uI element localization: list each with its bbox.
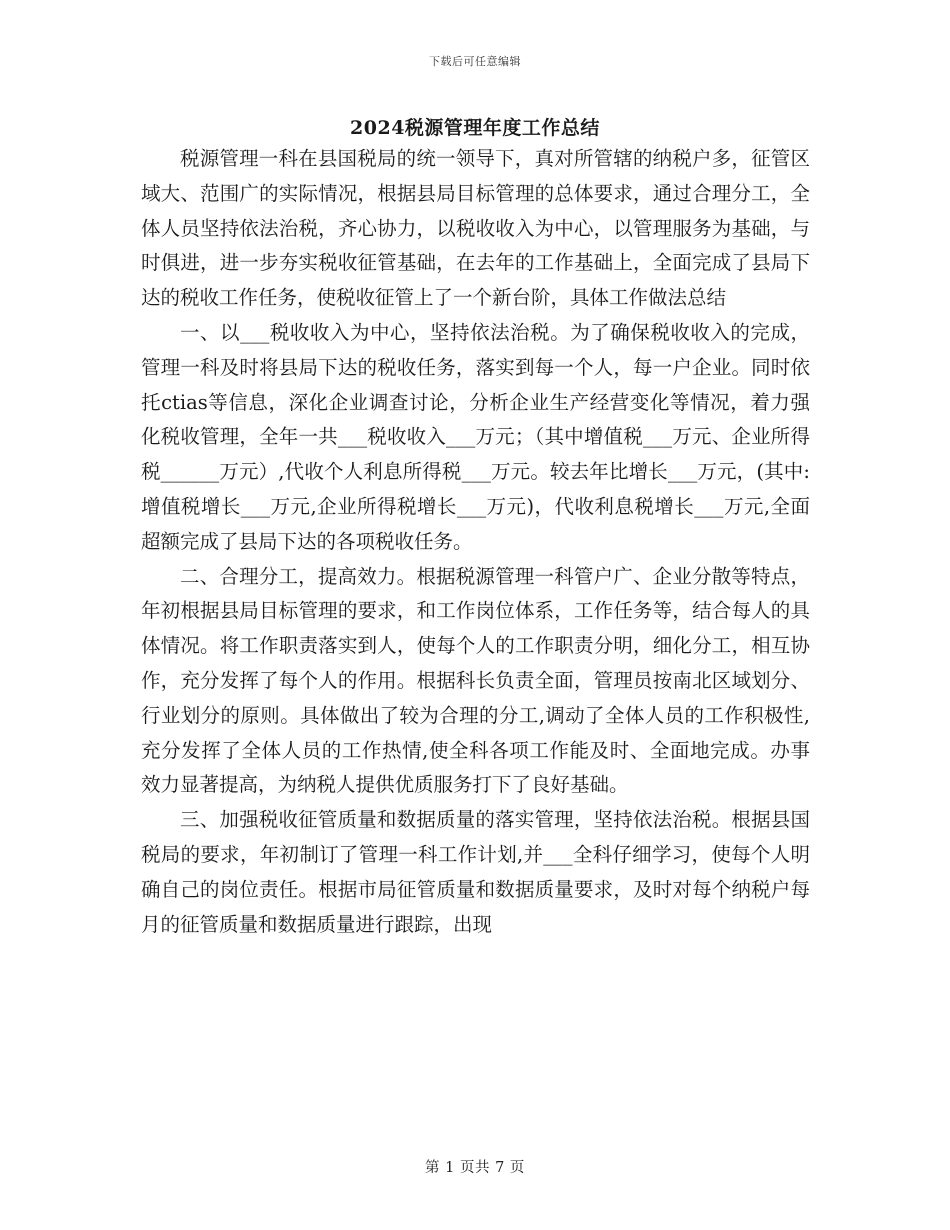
page-number-footer: 第 1 页共 7 页 — [425, 1160, 525, 1176]
paragraph-section-3: 三、加强税收征管质量和数据质量的落实管理，坚持依法治税。根据县国税局的要求，年初制订了管理一科工作计划,并___全科仔细学习，使每个人明确自己的岗位责任。根据市局征管质量和数据质量要求，及时对每个纳税户每月的征管质量和数据质量进行跟踪，出现 — [141, 808, 810, 936]
document-body — [141, 142, 810, 942]
paragraph-section-1: 一、以___税收收入为中心，坚持依法治税。为了确保税收收入的完成，管理一科及时将县局下达的税收任务，落实到每一个人，每一户企业。同时依托ctias等信息，深化企业调查讨论，分析企业生产经营变化等情况，着力强化税收管理，全年一共___税收收入___万元；（其中增值税___万元、企业所得税______万元）,代收个人利息所得税___万元。较去年比增长___万元，(其中:增值税增长___万元,企业所得税增长___万元)，代收利息税增长___万元,全面超额完成了县局下达的各项税收任务。 — [141, 320, 810, 553]
paragraph-section-2: 二、合理分工，提高效力。根据税源管理一科管户广、企业分散等特点，年初根据县局目标管理的要求，和工作岗位体系，工作任务等，结合每人的具体情况。将工作职责落实到人，使每个人的工作职责分明，细化分工，相互协作，充分发挥了每个人的作用。根据科长负责全面，管理员按南北区域划分、行业划分的原则。具体做出了较为合理的分工,调动了全体人员的工作积极性,充分发挥了全体人员的工作热情,使全科各项工作能及时、全面地完成。办事效力显著提高，为纳税人提供优质服务打下了良好基础。 — [141, 564, 810, 797]
paragraph-intro: 税源管理一科在县国税局的统一领导下，真对所管辖的纳税户多，征管区域大、范围广的实际情况，根据县局目标管理的总体要求，通过合理分工，全体人员坚持依法治税，齐心协力，以税收收入为中心，以管理服务为基础，与时俱进，进一步夯实税收征管基础，在去年的工作基础上，全面完成了县局下达的税收工作任务，使税收征管上了一个新台阶，具体工作做法总结 — [141, 147, 810, 310]
page-header: 下载后可任意编辑 — [429, 55, 521, 68]
document-title: 2024税源管理年度工作总结 — [350, 117, 600, 139]
